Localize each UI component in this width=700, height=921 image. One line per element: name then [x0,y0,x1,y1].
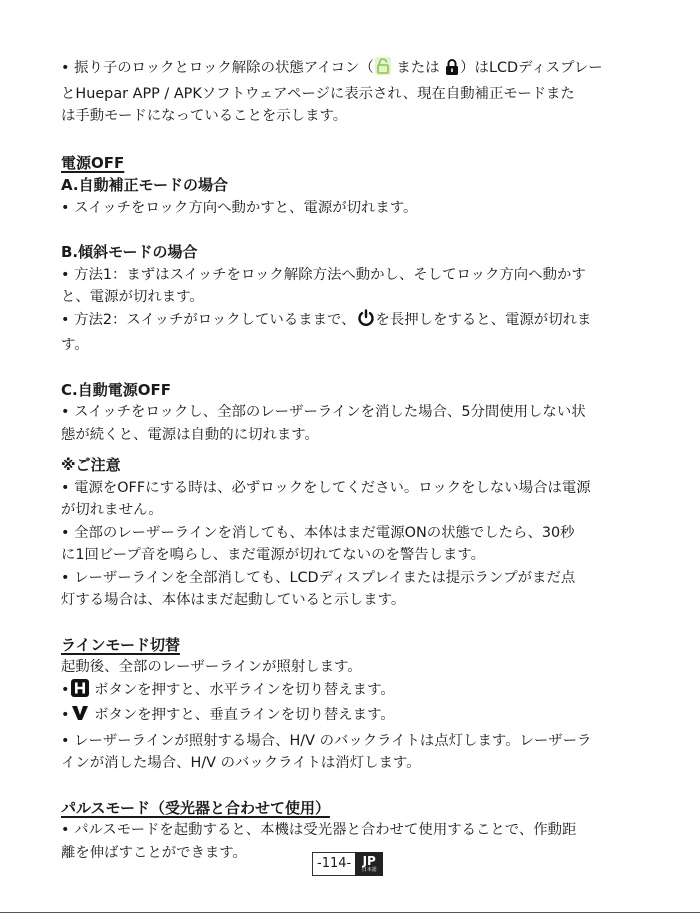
bottom-divider [0,912,700,913]
caution-note-2-line1: • 全部のレーザーラインを消しても、本体はまだ電源ONの状態でしたら、30秒 [61,524,575,541]
language-badge [355,852,383,876]
caution-note-2-line2: に1回ビープ音を鳴らし、まだ電源が切れてないのを警告します。 [61,547,486,563]
language-code: JP [362,854,376,868]
tilt-method2-text [61,309,621,357]
caution-note-1-line2: が切れません。 [61,502,163,518]
tilt-method2-line2: す。 [61,337,89,353]
intro-text-1: • 振り子のロックとロック解除の状態アイコン（ [61,60,374,76]
tilt-method2-part1: • 方法2：スイッチがロックしているままで、 [61,311,356,328]
lock-icon [445,59,459,83]
auto-power-off-subheading: C.自動電源OFF [61,380,171,399]
intro-text-2: または [391,60,445,76]
power-off-heading: 電源OFF [61,153,125,172]
caution-note-1 [61,477,621,522]
line-mode-backlight-text [61,730,621,775]
page-footer [312,852,383,876]
language-name: 日本語 [361,867,377,873]
line-mode-h-text: • ボタンを押すと、水平ラインを切り替えます。 [61,679,621,705]
page-number: -114- [312,852,355,876]
vertical-v-icon [71,704,89,730]
tilt-method2-part2: を長押しをすると、電源が切れま [375,311,592,328]
line-mode-heading: ラインモード切替 [61,635,180,654]
line-mode-backlight-line1: • レーザーラインが照射する場合、H/V のバックライトは点灯します。レーザーラ [61,732,592,749]
caution-note-3-line2: 灯する場合は、本体はまだ起動していると示します。 [61,592,406,608]
manual-page-content [61,57,621,864]
caution-heading: ※ご注意 [61,456,121,474]
power-icon [357,309,375,335]
intro-paragraph [61,57,621,128]
tilt-method1-line1: • 方法1：まずはスイッチをロック解除方法へ動かし、そしてロック方向へ動かす [61,266,586,283]
pulse-mode-line2: 離を伸ばすことができます。 [61,844,247,861]
pulse-mode-heading: パルスモード（受光器と合わせて使用） [61,798,330,817]
auto-power-off-text [61,401,621,446]
pulse-mode-line1: • パルスモードを起動すると、本機は受光器と合わせて使用することで、作動距 [61,822,577,838]
caution-note-2 [61,522,621,567]
horizontal-h-icon [71,679,89,705]
auto-mode-text: • スイッチをロック方向へ動かすと、電源が切れます。 [61,199,418,216]
line-mode-v-text: • ボタンを押すと、垂直ラインを切り替えます。 [61,704,621,730]
caution-note-3-line1: • レーザーラインを全部消しても、LCDディスプレイまたは提示ランプがまだ点 [61,569,576,586]
caution-note-3 [61,567,621,612]
intro-text-4: とHuepar APP / APKソフトウェアページに表示され、現在自動補正モードまた [61,85,575,102]
tilt-method1-line2: と、電源が切れます。 [61,289,204,305]
intro-text-5: は手動モードになっていることを示します。 [61,108,348,124]
intro-text-3: ）はLCDディスプレー [460,60,603,76]
line-mode-h-label: ボタンを押すと、水平ラインを切り替えます。 [89,681,395,698]
tilt-method1-text [61,264,621,309]
line-mode-intro: 起動後、全部のレーザーラインが照射します。 [61,659,362,675]
unlock-icon [375,57,391,83]
tilt-mode-subheading: B.傾斜モードの場合 [61,243,198,261]
auto-power-off-line2: 態が続くと、電源は自動的に切れます。 [61,426,319,443]
auto-mode-subheading: A.自動補正モードの場合 [61,176,228,194]
line-mode-v-label: ボタンを押すと、垂直ラインを切り替えます。 [89,707,395,723]
auto-power-off-line1: • スイッチをロックし、全部のレーザーラインを消した場合、5分間使用しない状 [61,404,586,420]
line-mode-backlight-line2: インが消した場合、H/V のバックライトは消灯します。 [61,755,421,771]
caution-note-1-line1: • 電源をOFFにする時は、必ずロックをしてください。ロックをしない場合は電源 [61,479,591,496]
